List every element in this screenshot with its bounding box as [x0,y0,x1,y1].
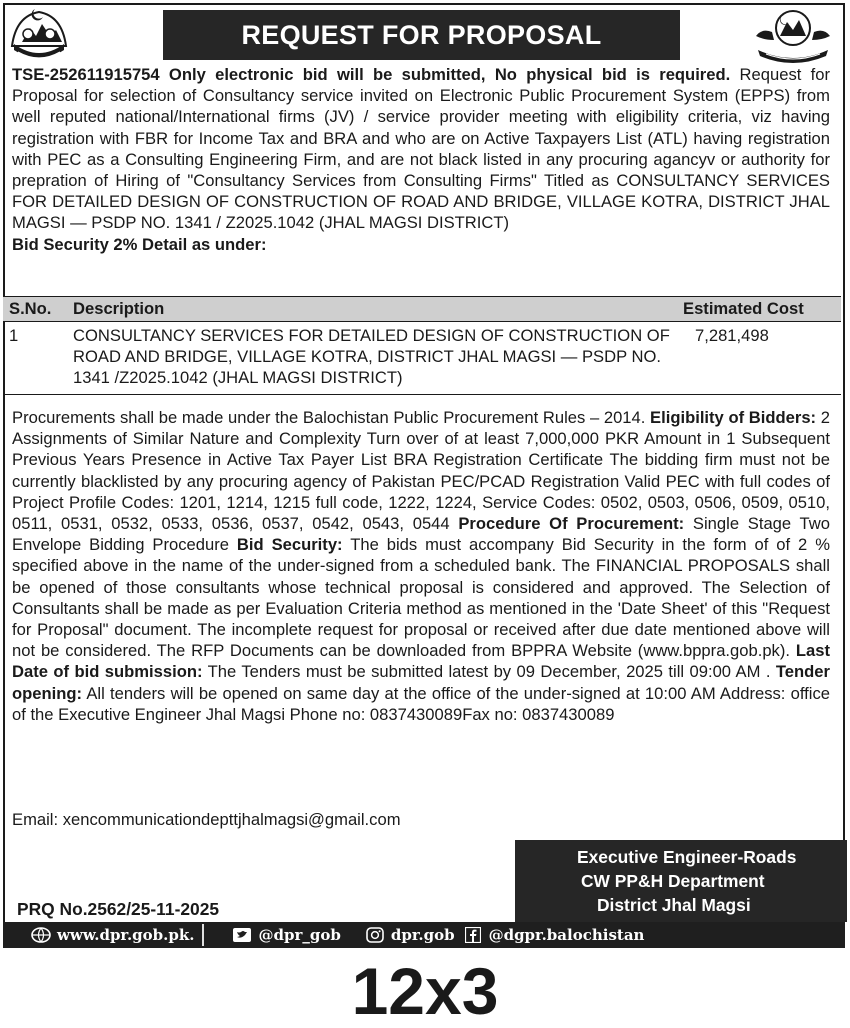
column-header-sno: S.No. [3,297,67,322]
footer-website [31,926,194,944]
balochistan-emblem-logo [8,6,70,64]
signatory-title: Executive Engineer-Roads [577,847,797,867]
footer-instagram-text: dpr.gob [390,926,455,944]
bid-security-heading: Bid Security: [236,535,343,555]
ad-size-label: 12x3 [351,954,499,1028]
terms-text-5: The Tenders must be submitted latest by 09 December, 2025 till 09:00 AM . [202,662,776,682]
tender-id-notice: TSE-252611915754 Only electronic bid will be submitted, No physical bid is required. [12,65,731,84]
row-cost: 7,281,498 [677,322,841,395]
footer-website-text: www.dpr.gob.pk. [57,926,195,944]
table-header-row [3,297,841,322]
prq-number: PRQ No.2562/25-11-2025 [17,899,220,919]
terms-text-4: The bids must accompany Bid Security in the form of of 2 % specified above in the name of the under-signed from a scheduled bank. The FINANCIAL PROPOSALS shall be opened of those consultants whose technical proposal is considered and approved. The Selection of Consultants shall be made as per Evaluation Criteria method as mentioned in the 'Date Sheet' of this "Request for Proposal" document. The incomplete request for proposal or received after due date mentioned above will not be considered. The RFP Documents can be downloaded from BPPRA Website (www.bppra.gob.pk). [12,535,830,661]
tender-opening-heading: Tender opening: [12,662,830,703]
column-header-description: Description [67,297,677,322]
terms-text-1: Procurements shall be made under the Balochistan Public Procurement Rules – 2014. [12,408,651,427]
terms-text-2: 2 Assignments of Similar Nature and Complexity Turn over of at least 7,000,000 PKR Amount in 1 Subsequent Previous Years Presence in Active Tax Payer List BRA Registration Certificate The bidding firm must not be currently blacklisted by any procuring agency of Pakistan PEC/PCAD Registration Valid PEC with full codes of Project Profile Codes: 1201, 1214, 1215 full code, 1222, 1224, Service Codes: 0502, 0503, 0506, 0509, 0510, 0511, 0531, 0532, 0533, 0536, 0537, 0542, 0543, 0544 [12,408,830,534]
row-description: CONSULTANCY SERVICES FOR DETAILED DESIGN OF CONSTRUCTION OF ROAD AND BRIDGE, VILLAGE KOTRA, DISTRICT JHAL MAGSI — PSDP NO. 1341 /Z2025.1042 (JHAL MAGSI DISTRICT) [67,322,677,395]
table-row [3,322,841,395]
services-table [3,296,841,395]
terms-text-3: Single Stage Two Envelope Bidding Procedure [12,514,830,555]
terms-paragraph [12,407,830,725]
footer-facebook [463,926,645,944]
terms-text-6: All tenders will be opened on same day at the office of the under-signed at 10:00 AM Address: office of the Executive Engineer Jhal Magsi Phone no: 0837430089Fax no: 0837430089 [12,683,830,724]
procedure-heading: Procedure Of Procurement: [458,514,685,534]
signature-block [515,840,847,922]
contact-email: Email: xencommunicationdepttjhalmagsi@gmail.com [12,810,401,829]
social-footer [3,922,845,948]
footer-twitter-text: @dpr_gob [258,926,341,944]
row-sno: 1 [3,322,67,395]
intro-paragraph [12,64,830,255]
eligibility-heading: Eligibility of Bidders: [650,408,817,427]
footer-twitter [232,926,340,944]
dgpr-emblem-logo [752,6,834,64]
signatory-department: CW PP&H Department [581,871,765,891]
page-title: REQUEST FOR PROPOSAL [163,10,680,60]
last-date-heading: Last Date of bid submission: [12,641,830,682]
column-header-cost: Estimated Cost [677,297,841,322]
footer-divider [202,924,204,946]
intro-text: Request for Proposal for selection of Consultancy service invited on Electronic Public Procurement System (EPPS) from well reputed national/International firms (JV) / service provider meeting with eligibility criteria, viz having registration with FBR for Income Tax and BRA and who are on Active Taxpayers List (ATL) having registration with PEC as a Consulting Engineering Firm, and are not black listed in any procuring agancyv or authority for prepration of Hiring of "Consultancy Services from Consulting Firms" Titled as CONSULTANCY SERVICES FOR DETAILED DESIGN OF CONSTRUCTION OF ROAD AND BRIDGE, VILLAGE KOTRA, DISTRICT JHAL MAGSI — PSDP NO. 1341 / Z2025.1042 (JHAL MAGSI DISTRICT) [12,65,831,233]
twitter-icon [232,927,252,943]
signatory-district: District Jhal Magsi [597,895,751,915]
instagram-icon [365,927,385,943]
facebook-icon [463,927,483,943]
footer-instagram [365,926,455,944]
footer-facebook-text: @dgpr.balochistan [488,926,645,944]
globe-icon [31,927,51,943]
bid-security-line: Bid Security 2% Detail as under: [12,234,267,254]
